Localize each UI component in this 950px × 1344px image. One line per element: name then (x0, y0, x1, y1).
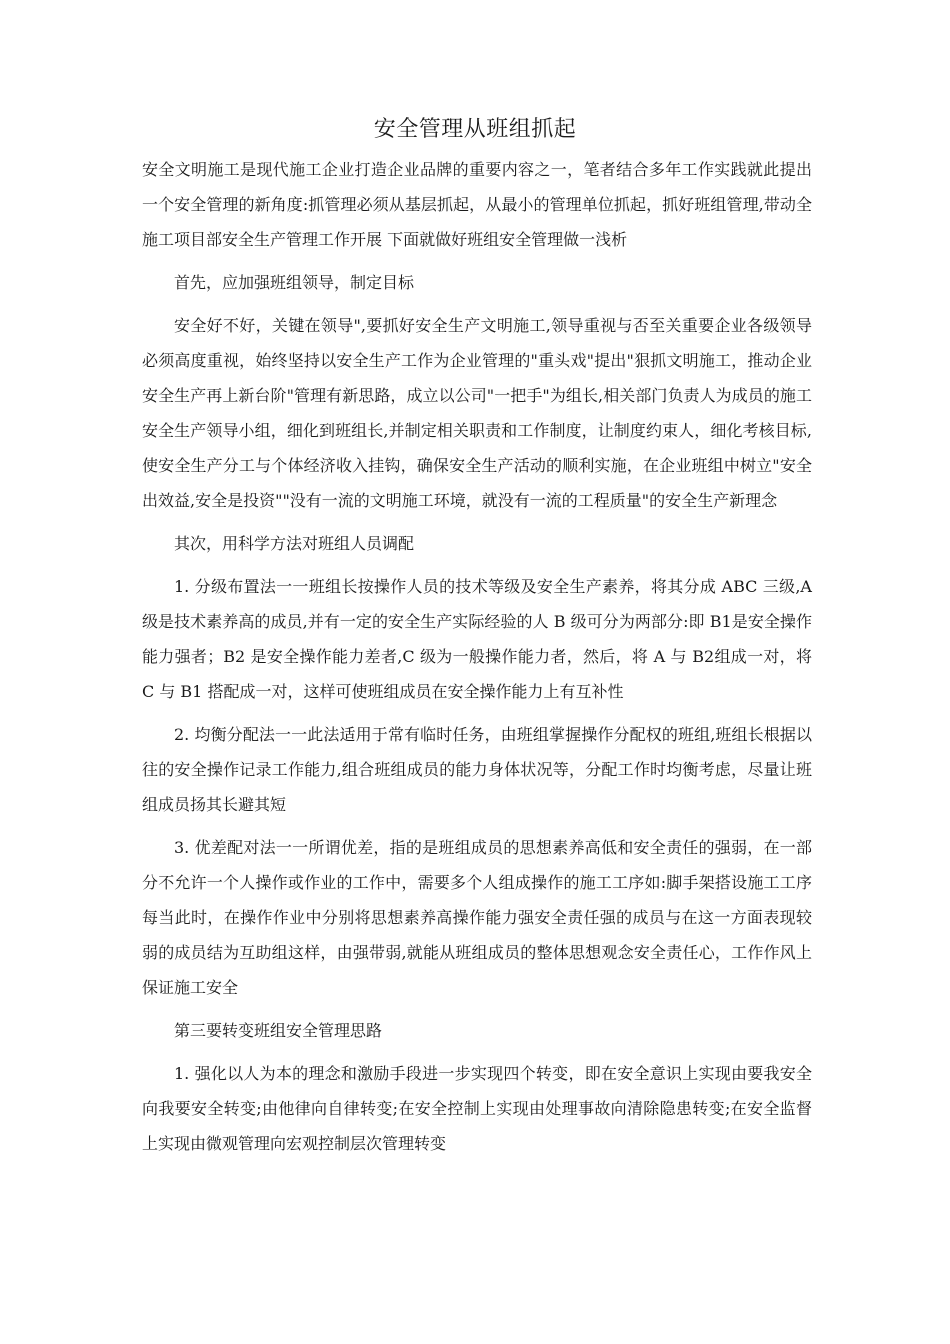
paragraph-leadership: 安全好不好，关键在领导",要抓好安全生产文明施工,领导重视与否至关重要企业各级领导必须高度重视，始终坚持以安全生产工作为企业管理的"重头戏"提出"狠抓文明施工，推动企业安全生产再上新台阶"管理有新思路，成立以公司"一把手"为组长,相关部门负责人为成员的施工安全生产领导小组，细化到班组长,并制定相关职责和工作制度，让制度约束人，细化考核目标,使安全生产分工与个体经济收入挂钩，确保安全生产活动的顺利实施，在企业班组中树立"安全出效益,安全是投资""没有一流的文明施工环境，就没有一流的工程质量"的安全生产新理念 (142, 316, 812, 510)
paragraph-method-3: 3. 优差配对法一一所谓优差，指的是班组成员的思想素养高低和安全责任的强弱，在一部分不允许一个人操作或作业的工作中，需要多个人组成操作的施工工序如:脚手架搭设施工工序每当此时，在操作作业中分别将思想素养高操作能力强安全责任强的成员与在这一方面表现较弱的成员结为互助组这样，由强带弱,就能从班组成员的整体思想观念安全责任心，工作作风上保证施工安全 (142, 838, 812, 997)
paragraph-intro: 安全文明施工是现代施工企业打造企业品牌的重要内容之一，笔者结合多年工作实践就此提出一个安全管理的新角度:抓管理必须从基层抓起，从最小的管理单位抓起，抓好班组管理,带动全施工项目部安全生产管理工作开展 下面就做好班组安全管理做一浅析 (142, 160, 812, 249)
document-title: 安全管理从班组抓起 (373, 117, 577, 142)
paragraph-transform-1: 1. 强化以人为本的理念和激励手段进一步实现四个转变，即在安全意识上实现由要我安全向我要安全转变;由他律向自律转变;在安全控制上实现由处理事故向清除隐患转变;在安全监督上实现由微观管理向宏观控制层次管理转变 (142, 1064, 812, 1153)
paragraph-method-1: 1. 分级布置法一一班组长按操作人员的技术等级及安全生产素养，将其分成 ABC 三级,A 级是技术素养高的成员,并有一定的安全生产实际经验的人 B 级可分为两部分:即 B1是安全操作能力强者；B2 是安全操作能力差者,C 级为一般操作能力者，然后，将 A 与 B2组成一对，将 C 与 B1 搭配成一对，这样可使班组成员在安全操作能力上有互补性 (142, 577, 812, 701)
paragraph-method-2: 2. 均衡分配法一一此法适用于常有临时任务，由班组掌握操作分配权的班组,班组长根据以往的安全操作记录工作能力,组合班组成员的能力身体状况等，分配工作时均衡考虑，尽量让班组成员扬其长避其短 (142, 725, 812, 814)
section-heading-third: 第三要转变班组安全管理思路 (174, 1021, 383, 1040)
document-body (142, 152, 812, 1169)
section-heading-second: 其次，用科学方法对班组人员调配 (174, 534, 415, 553)
section-heading-first: 首先，应加强班组领导，制定目标 (174, 273, 415, 292)
